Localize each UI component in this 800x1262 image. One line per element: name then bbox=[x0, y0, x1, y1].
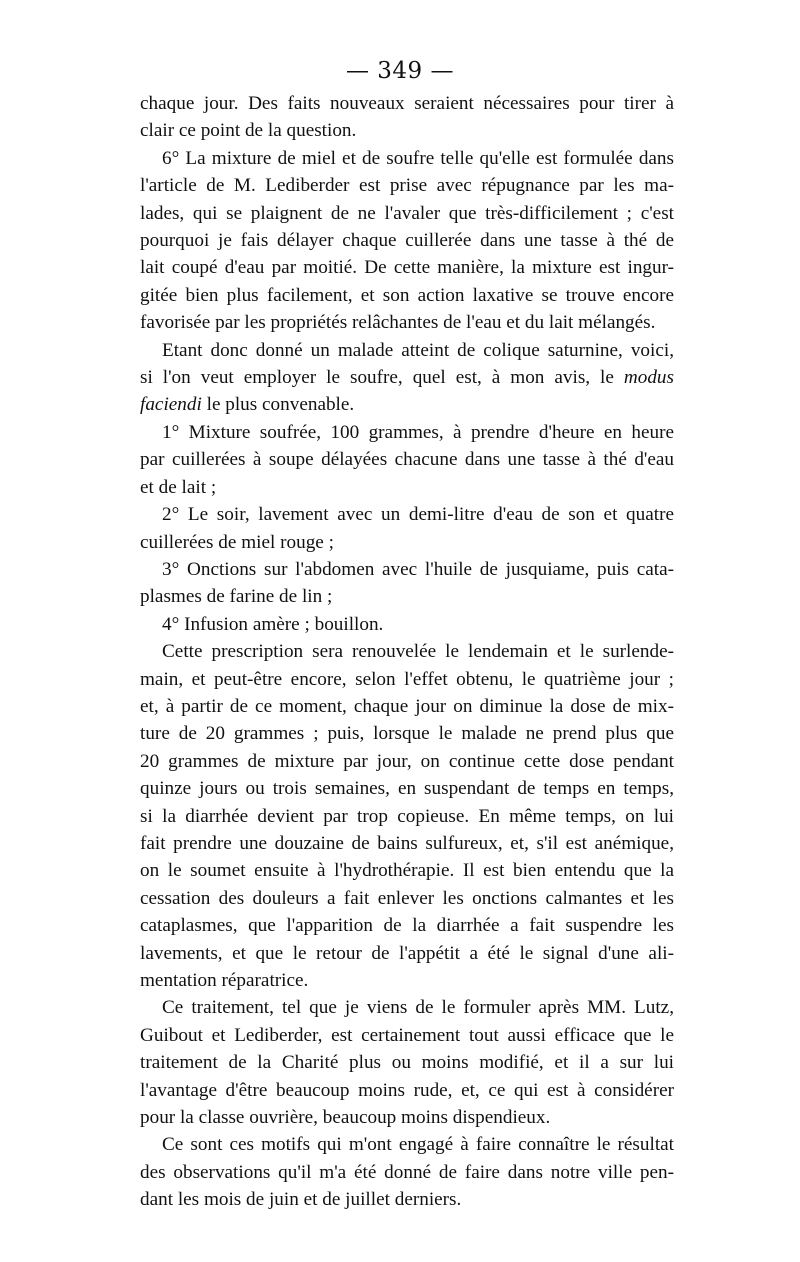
text-line: lait coupé d'eau par moitié. De cette manière, la mixture est ingur- bbox=[140, 257, 674, 279]
text-line: si l'on veut employer le soufre, quel est, à mon avis, le modus bbox=[140, 367, 674, 389]
text-line: clair ce point de la question. bbox=[140, 120, 357, 142]
paragraph bbox=[118, 145, 674, 337]
text-line: l'avantage d'être beaucoup moins rude, et, ce qui est à considérer bbox=[140, 1079, 674, 1101]
text-line: Cette prescription sera renouvelée le lendemain et le surlende- bbox=[162, 641, 674, 663]
text-line: faciendi le plus convenable. bbox=[140, 394, 355, 416]
text-line: par cuillerées à soupe délayées chacune dans une tasse à thé d'eau bbox=[140, 449, 674, 471]
body-text bbox=[118, 90, 674, 1214]
paragraph bbox=[118, 90, 674, 145]
text-line: pour la classe ouvrière, beaucoup moins dispendieux. bbox=[140, 1107, 551, 1129]
text-line: pourquoi je fais délayer chaque cuillerée dans une tasse à thé de bbox=[140, 230, 674, 252]
text-line: favorisée par les propriétés relâchantes de l'eau et du lait mélangés. bbox=[140, 312, 656, 334]
text-line: 3° Onctions sur l'abdomen avec l'huile de jusquiame, puis cata- bbox=[162, 558, 674, 580]
text-line: plasmes de farine de lin ; bbox=[140, 586, 333, 608]
text-line: 4° Infusion amère ; bouillon. bbox=[162, 613, 384, 635]
text-line: mentation réparatrice. bbox=[140, 970, 309, 991]
text-line: lades, qui se plaignent de ne l'avaler que très-difficilement ; c'est bbox=[140, 202, 674, 224]
text-line: cessation des douleurs a fait enlever les onctions calmantes et les bbox=[140, 887, 674, 909]
text-line: fait prendre une douzaine de bains sulfureux, et, s'il est anémique, bbox=[140, 832, 674, 854]
text-line: 2° Le soir, lavement avec un demi-litre d'eau de son et quatre bbox=[162, 504, 674, 526]
text-line: Etant donc donné un malade atteint de colique saturnine, voici, bbox=[162, 339, 674, 361]
text-line: Guibout et Lediberder, est certainement tout aussi efficace que le bbox=[140, 1024, 674, 1046]
text-line: et, à partir de ce moment, chaque jour on diminue la dose de mix- bbox=[140, 695, 674, 717]
text-line: dant les mois de juin et de juillet derniers. bbox=[140, 1189, 462, 1211]
text-line: si la diarrhée devient par trop copieuse. En même temps, on lui bbox=[140, 805, 674, 827]
text-line: traitement de la Charité plus ou moins modifié, et il a sur lui bbox=[140, 1052, 674, 1074]
text-line: main, et peut-être encore, selon l'effet obtenu, le quatrième jour ; bbox=[140, 668, 674, 690]
text-line: 6° La mixture de miel et de soufre telle qu'elle est formulée dans bbox=[162, 147, 674, 169]
text-line: cuillerées de miel rouge ; bbox=[140, 531, 334, 553]
text-line: Ce traitement, tel que je viens de le formuler après MM. Lutz, bbox=[162, 997, 674, 1019]
paragraph bbox=[118, 419, 674, 501]
text-line: lavements, et que le retour de l'appétit a été le signal d'une ali- bbox=[140, 942, 674, 964]
text-line: cataplasmes, que l'apparition de la diarrhée a fait suspendre les bbox=[140, 915, 674, 937]
paragraph bbox=[118, 337, 674, 419]
paragraph bbox=[118, 994, 674, 1131]
text-line: 1° Mixture soufrée, 100 grammes, à prendre d'heure en heure bbox=[162, 421, 674, 443]
text-line: gitée bien plus facilement, et son action laxative se trouve encore bbox=[140, 284, 674, 306]
paragraph bbox=[118, 501, 674, 556]
page-number: — 349 — bbox=[345, 58, 455, 84]
text-line: quinze jours ou trois semaines, en suspendant de temps en temps, bbox=[140, 778, 674, 800]
text-line: ture de 20 grammes ; puis, lorsque le malade ne prend plus que bbox=[140, 723, 674, 745]
text-line: chaque jour. Des faits nouveaux seraient nécessaires pour tirer à bbox=[140, 93, 674, 114]
text-line: on le soumet ensuite à l'hydrothérapie. Il est bien entendu que la bbox=[140, 860, 674, 882]
paragraph bbox=[118, 1131, 674, 1213]
text-line: et de lait ; bbox=[140, 476, 217, 498]
text-line: 20 grammes de mixture par jour, on continue cette dose pendant bbox=[140, 750, 674, 772]
text-line: des observations qu'il m'a été donné de faire dans notre ville pen- bbox=[140, 1161, 674, 1183]
paragraph bbox=[118, 611, 674, 638]
paragraph bbox=[118, 556, 674, 611]
text-line: Ce sont ces motifs qui m'ont engagé à faire connaître le résultat bbox=[162, 1134, 674, 1156]
text-line: l'article de M. Lediberder est prise avec répugnance par les ma- bbox=[140, 175, 674, 197]
paragraph bbox=[118, 638, 674, 994]
